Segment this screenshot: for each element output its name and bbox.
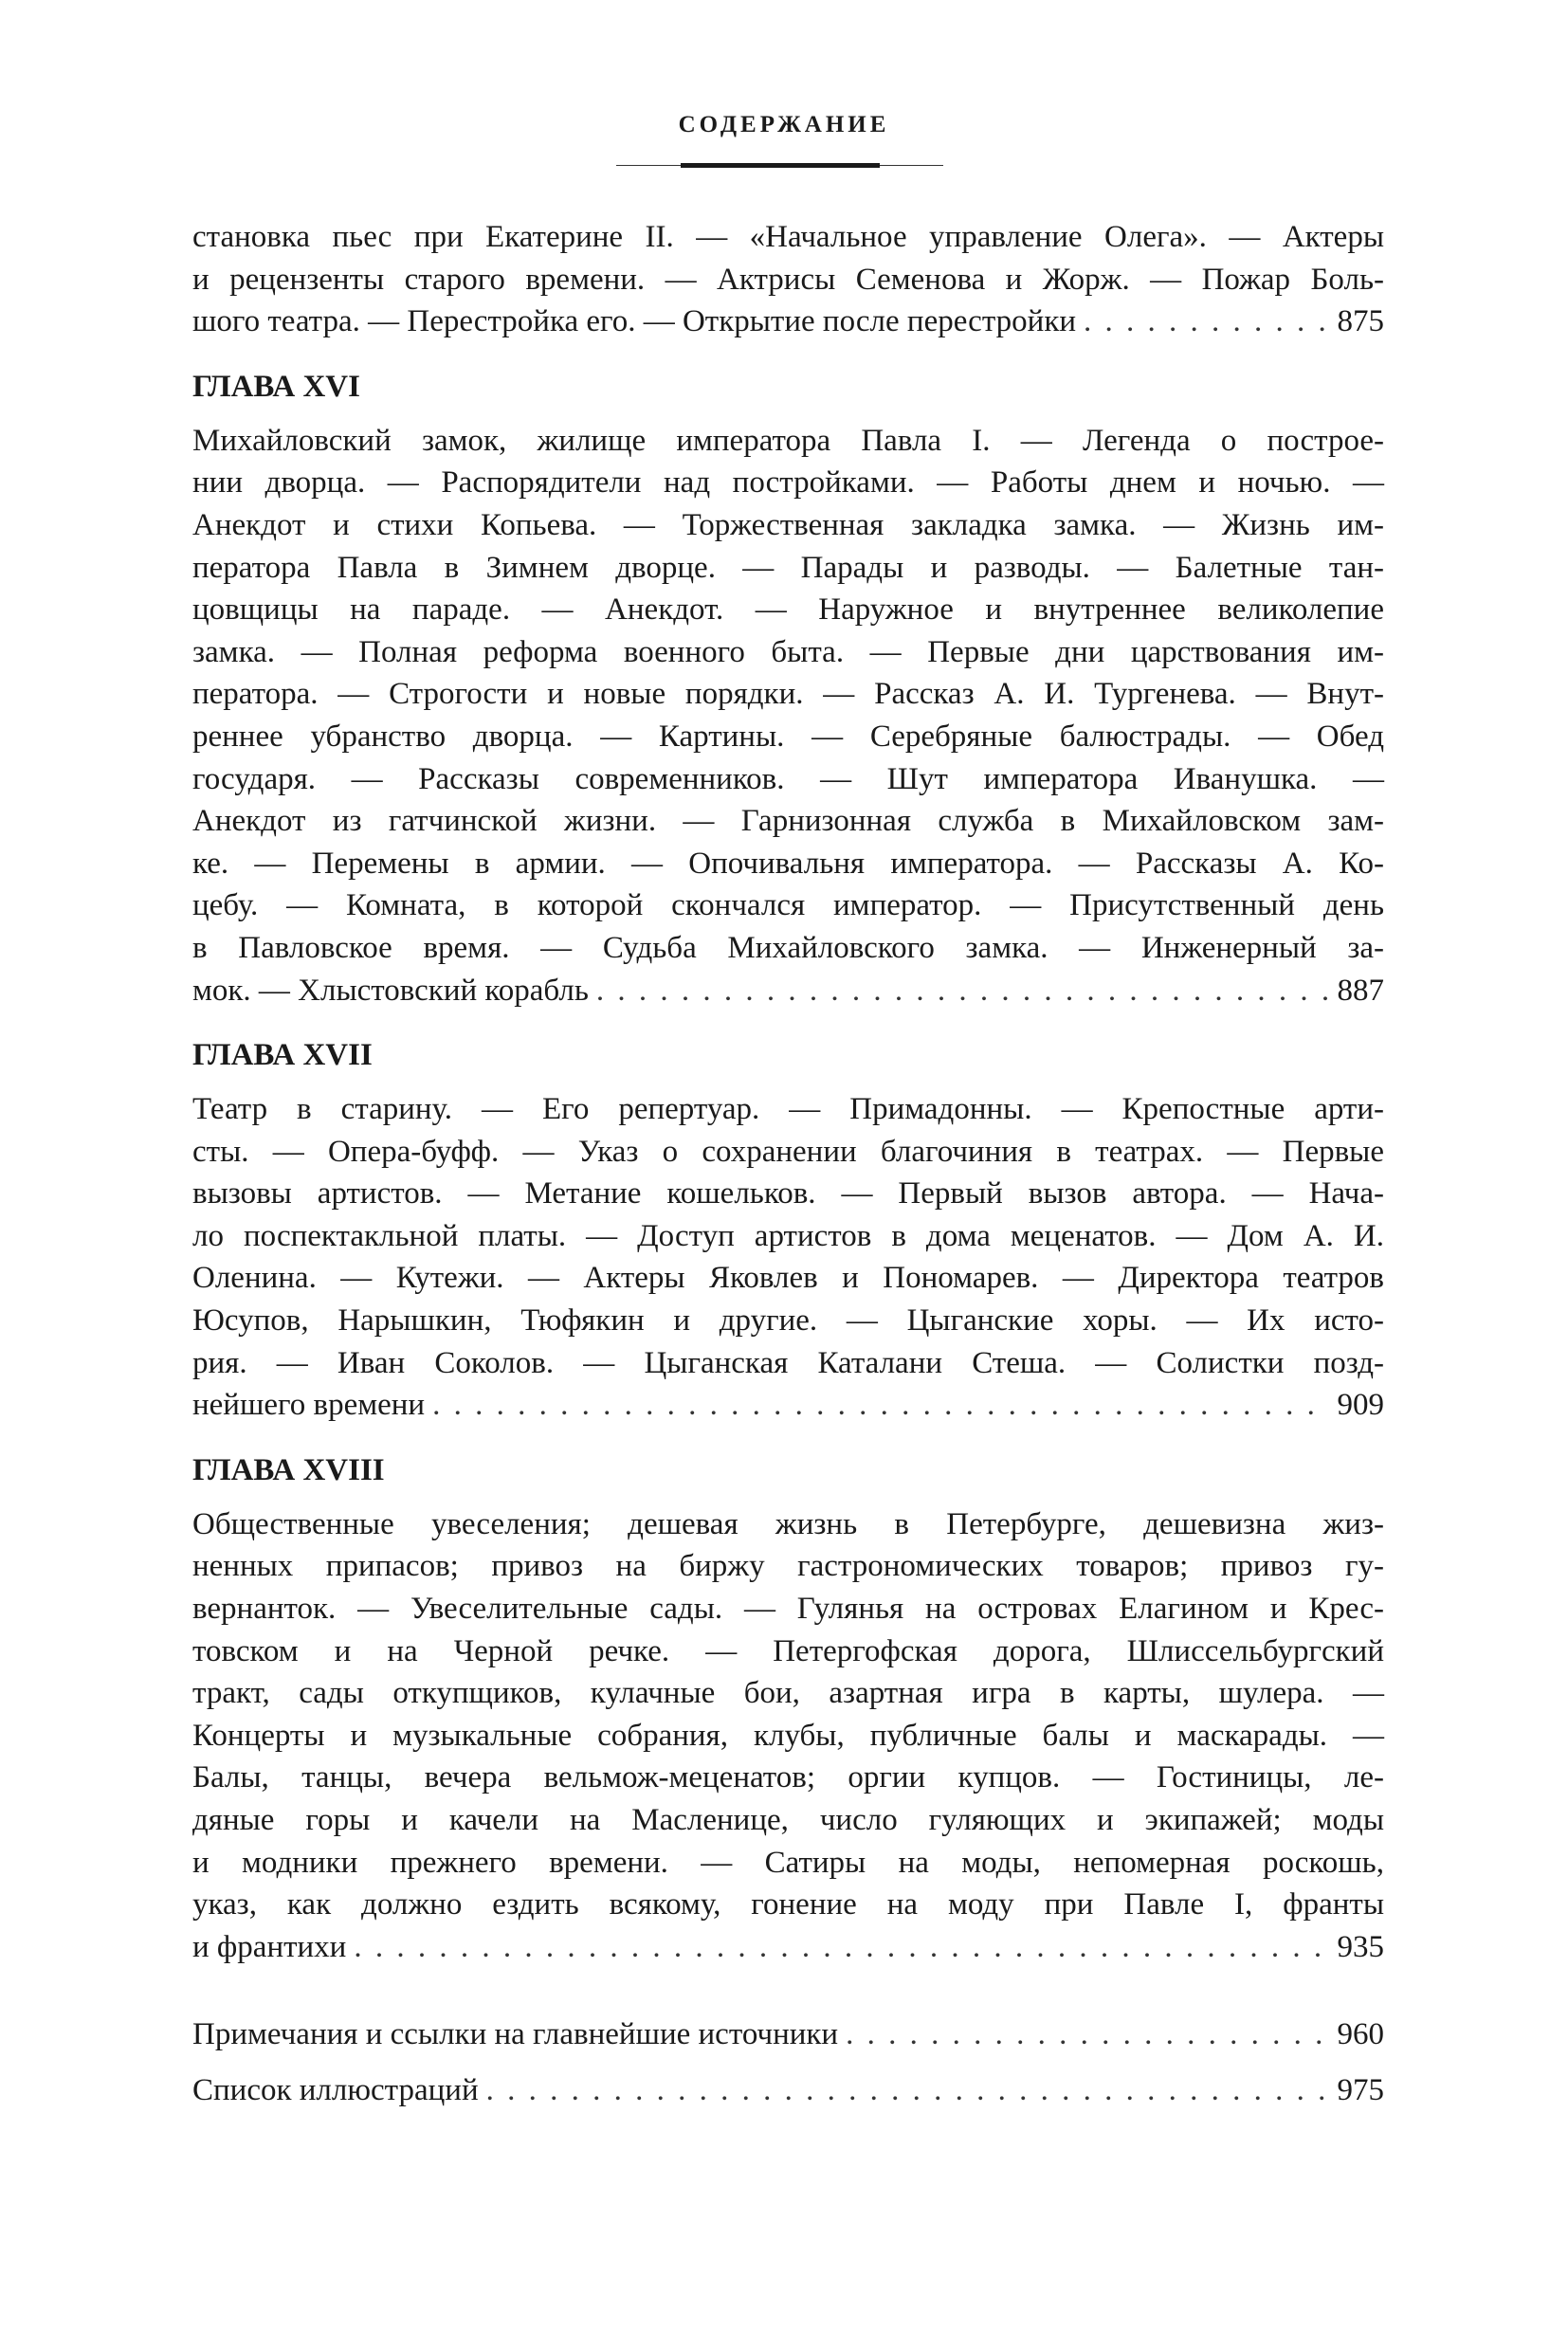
page-number[interactable]: 975 (1337, 2072, 1384, 2107)
toc-entry-continuation[interactable] (192, 216, 1384, 343)
toc-entry-appendix[interactable] (192, 2013, 1384, 2056)
entry-text-line: в Павловское время. — Судьба Михайловского замка. — Инженерный за- (192, 930, 1384, 965)
entry-text-line: мок. — Хлыстовский корабль (192, 973, 589, 1008)
toc-entry-chapter[interactable] (192, 1088, 1384, 1427)
entry-text-line: Театр в старину. — Его репертуар. — Примадонны. — Крепостные арти- (192, 1092, 1384, 1127)
dot-leader (486, 2069, 1330, 2112)
page-number[interactable]: 909 (1337, 1388, 1384, 1423)
entry-text-line: государя. — Рассказы современников. — Шут императора Иванушка. — (192, 761, 1384, 796)
entry-text-line: Анекдот из гатчинской жизни. — Гарнизонная служба в Михайловском зам- (192, 804, 1384, 839)
entry-text-line: замка. — Полная реформа военного быта. — Первые дни царствования им- (192, 634, 1384, 669)
entry-text-line: вернанток. — Увеселительные сады. — Гулянья на островах Елагином и Крес- (192, 1592, 1384, 1627)
section-gap (192, 1968, 1384, 2013)
page-number[interactable]: 935 (1337, 1929, 1384, 1964)
entry-text-line: цовщицы на параде. — Анекдот. — Наружное и внутреннее великолепие (192, 592, 1384, 628)
chapter-heading[interactable]: ГЛАВА XVIII (192, 1452, 385, 1487)
entry-text-line: реннее убранство дворца. — Картины. — Серебряные балюстрады. — Обед (192, 719, 1384, 754)
appendix-label: Примечания и ссылки на главнейшие источники (192, 2017, 839, 2052)
entry-text-line: становка пьес при Екатерине II. — «Начальное управление Олега». — Актеры (192, 220, 1384, 254)
entry-text-line: Анекдот и стихи Копьева. — Торжественная закладка замка. — Жизнь им- (192, 507, 1384, 542)
entry-text-line: нейшего времени (192, 1388, 426, 1423)
entry-text-line: сты. — Опера-буфф. — Указ о сохранении благочиния в театрах. — Первые (192, 1134, 1384, 1169)
running-head: СОДЕРЖАНИЕ (678, 112, 890, 137)
entry-text-line: Общественные увеселения; дешевая жизнь в Петербурге, дешевизна жиз- (192, 1506, 1384, 1541)
dot-leader (354, 1926, 1329, 1969)
page-number[interactable]: 887 (1337, 973, 1384, 1008)
table-of-contents (192, 216, 1384, 2125)
page-number[interactable]: 875 (1337, 304, 1384, 339)
entry-text-line: вызовы артистов. — Метание кошельков. — Первый вызов автора. — Нача- (192, 1176, 1384, 1211)
entry-text-line: ненных припасов; привоз на биржу гастрономических товаров; привоз гу- (192, 1549, 1384, 1584)
entry-text-line: цебу. — Комната, в которой скончался император. — Присутственный день (192, 888, 1384, 923)
entry-text-line: и рецензенты старого времени. — Актрисы Семенова и Жорж. — Пожар Боль- (192, 262, 1384, 297)
entry-text-line: Балы, танцы, вечера вельмож-меценатов; оргии купцов. — Гостиницы, ле- (192, 1760, 1384, 1795)
entry-last-line (192, 1384, 1384, 1427)
entry-text-line: нии дворца. — Распорядители над постройками. — Работы днем и ночью. — (192, 465, 1384, 501)
entry-text-line: Михайловский замок, жилище императора Павла I. — Легенда о построе- (192, 423, 1384, 458)
dot-leader (432, 1384, 1329, 1427)
entry-text-line: ло поспектакльной платы. — Доступ артистов в дома меценатов. — Дом А. И. (192, 1218, 1384, 1253)
entry-text-line: дяные горы и качели на Масленице, число гуляющих и экипажей; моды (192, 1803, 1384, 1837)
entry-text-line: тракт, сады откупщиков, кулачные бои, азартная игра в карты, шулера. — (192, 1676, 1384, 1711)
entry-text-line: ператора Павла в Зимнем дворце. — Парады и разводы. — Балетные тан- (192, 550, 1384, 585)
entry-text-line: и модники прежнего времени. — Сатиры на моды, непомерная роскошь, (192, 1845, 1384, 1880)
entry-text-line: ке. — Перемены в армии. — Опочивальня императора. — Рассказы А. Ко- (192, 846, 1384, 881)
entry-text-line: Концерты и музыкальные собрания, клубы, публичные балы и маскарады. — (192, 1718, 1384, 1753)
page-number[interactable]: 960 (1337, 2017, 1384, 2052)
appendix-label: Список иллюстраций (192, 2072, 479, 2107)
entry-text-line: товском и на Черной речке. — Петергофская дорога, Шлиссельбургский (192, 1633, 1384, 1668)
header-rule-accent (681, 163, 880, 168)
chapter-heading[interactable]: ГЛАВА XVII (192, 1038, 373, 1073)
toc-entry-chapter[interactable] (192, 1503, 1384, 1969)
entry-last-line (192, 301, 1384, 343)
entry-last-line (192, 1926, 1384, 1969)
dot-leader (846, 2013, 1329, 2056)
entry-last-line (192, 970, 1384, 1012)
toc-entry-appendix[interactable] (192, 2069, 1384, 2112)
toc-entry-chapter[interactable] (192, 420, 1384, 1011)
entry-text-line: шого театра. — Перестройка его. — Открытие после перестройки (192, 304, 1077, 339)
entry-text-line: рия. — Иван Соколов. — Цыганская Каталани Стеша. — Солистки позд- (192, 1345, 1384, 1380)
dot-leader (596, 970, 1330, 1012)
entry-text-line: ператора. — Строгости и новые порядки. — Рассказ А. И. Тургенева. — Внут- (192, 677, 1384, 712)
entry-text-line: и франтихи (192, 1929, 347, 1964)
entry-text-line: Оленина. — Кутежи. — Актеры Яковлев и Пономарев. — Директора театров (192, 1261, 1384, 1296)
entry-text-line: указ, как должно ездить всякому, гонение на моду при Павле I, франты (192, 1887, 1384, 1922)
dot-leader (1084, 301, 1329, 343)
entry-text-line: Юсупов, Нарышкин, Тюфякин и другие. — Цыганские хоры. — Их исто- (192, 1303, 1384, 1339)
chapter-heading[interactable]: ГЛАВА XVI (192, 369, 360, 404)
